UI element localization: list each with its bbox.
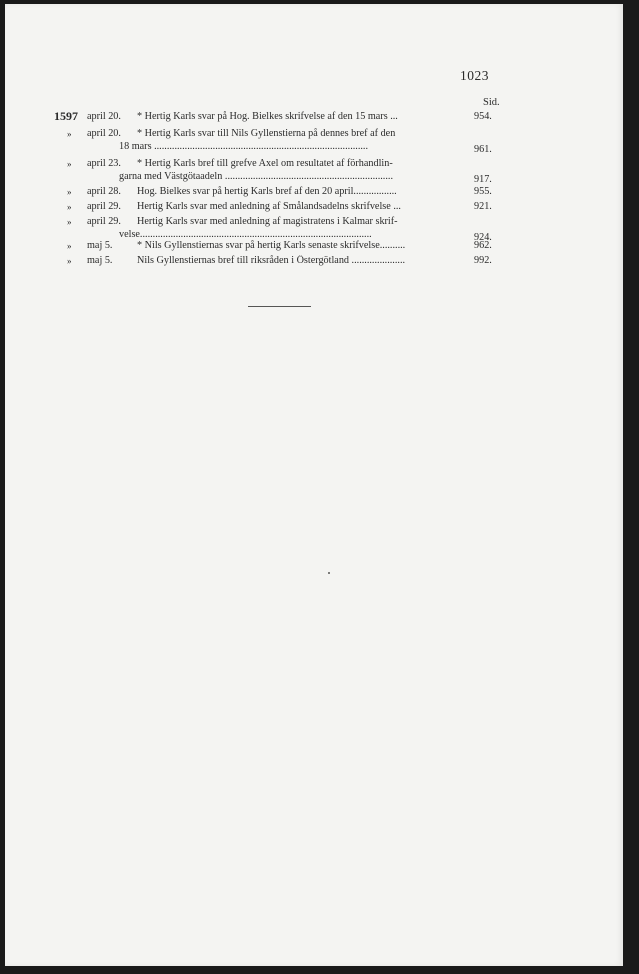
toc-entry [5, 240, 623, 253]
section-divider [248, 306, 311, 307]
entry-title: * Hertig Karls bref till grefve Axel om resultatet af förhandlin- [137, 158, 393, 169]
column-header-page: Sid. [483, 97, 500, 108]
entry-page: 917. [474, 174, 492, 185]
entry-date: april 20. [87, 128, 121, 139]
ditto-mark: » [67, 129, 72, 139]
page-number: 1023 [460, 68, 489, 83]
toc-entry [5, 111, 623, 124]
ditto-mark: » [67, 217, 72, 227]
entry-year: 1597 [54, 109, 78, 123]
entry-date: april 29. [87, 201, 121, 212]
toc-entry [5, 201, 623, 214]
toc-entry [5, 216, 623, 242]
entry-title: * Hertig Karls svar på Hog. Bielkes skrifvelse af den 15 mars ... [137, 111, 398, 122]
entry-title: Hog. Bielkes svar på hertig Karls bref af den 20 april................. [137, 186, 397, 197]
page [5, 4, 623, 966]
entry-date: maj 5. [87, 255, 113, 266]
ditto-mark: » [67, 187, 72, 197]
entry-page: 962. [474, 240, 492, 251]
entry-page: 921. [474, 201, 492, 212]
entry-title-continuation: 18 mars .................................................................................... [119, 141, 369, 152]
toc-entry [5, 128, 623, 154]
entry-page: 961. [474, 144, 492, 155]
entry-title-continuation: velse........................................................................................... [119, 229, 372, 240]
toc-entry [5, 255, 623, 268]
entry-title: * Hertig Karls svar till Nils Gyllenstierna på dennes bref af den [137, 128, 396, 139]
entry-page: 924. [474, 232, 492, 243]
entry-page: 992. [474, 255, 492, 266]
entry-date: april 29. [87, 216, 121, 227]
entry-date: april 28. [87, 186, 121, 197]
entry-title: Hertig Karls svar med anledning af Smålandsadelns skrifvelse ... [137, 201, 401, 212]
toc-entry [5, 186, 623, 199]
entry-title: * Nils Gyllenstiernas svar på hertig Karls senaste skrifvelse.......... [137, 240, 406, 251]
entry-date: april 20. [87, 111, 121, 122]
ditto-mark: » [67, 256, 72, 266]
ditto-mark: » [67, 202, 72, 212]
toc-entry [5, 158, 623, 184]
entry-title: Nils Gyllenstiernas bref till riksråden i Östergötland ..................... [137, 255, 406, 266]
entry-page: 954. [474, 111, 492, 122]
entry-date: april 23. [87, 158, 121, 169]
ditto-mark: » [67, 241, 72, 251]
entry-date: maj 5. [87, 240, 113, 251]
paper-speck [328, 572, 330, 574]
entry-title-continuation: garna med Västgötaadeln .................................................................. [119, 171, 393, 182]
entry-title: Hertig Karls svar med anledning af magistratens i Kalmar skrif- [137, 216, 398, 227]
ditto-mark: » [67, 159, 72, 169]
entry-page: 955. [474, 186, 492, 197]
